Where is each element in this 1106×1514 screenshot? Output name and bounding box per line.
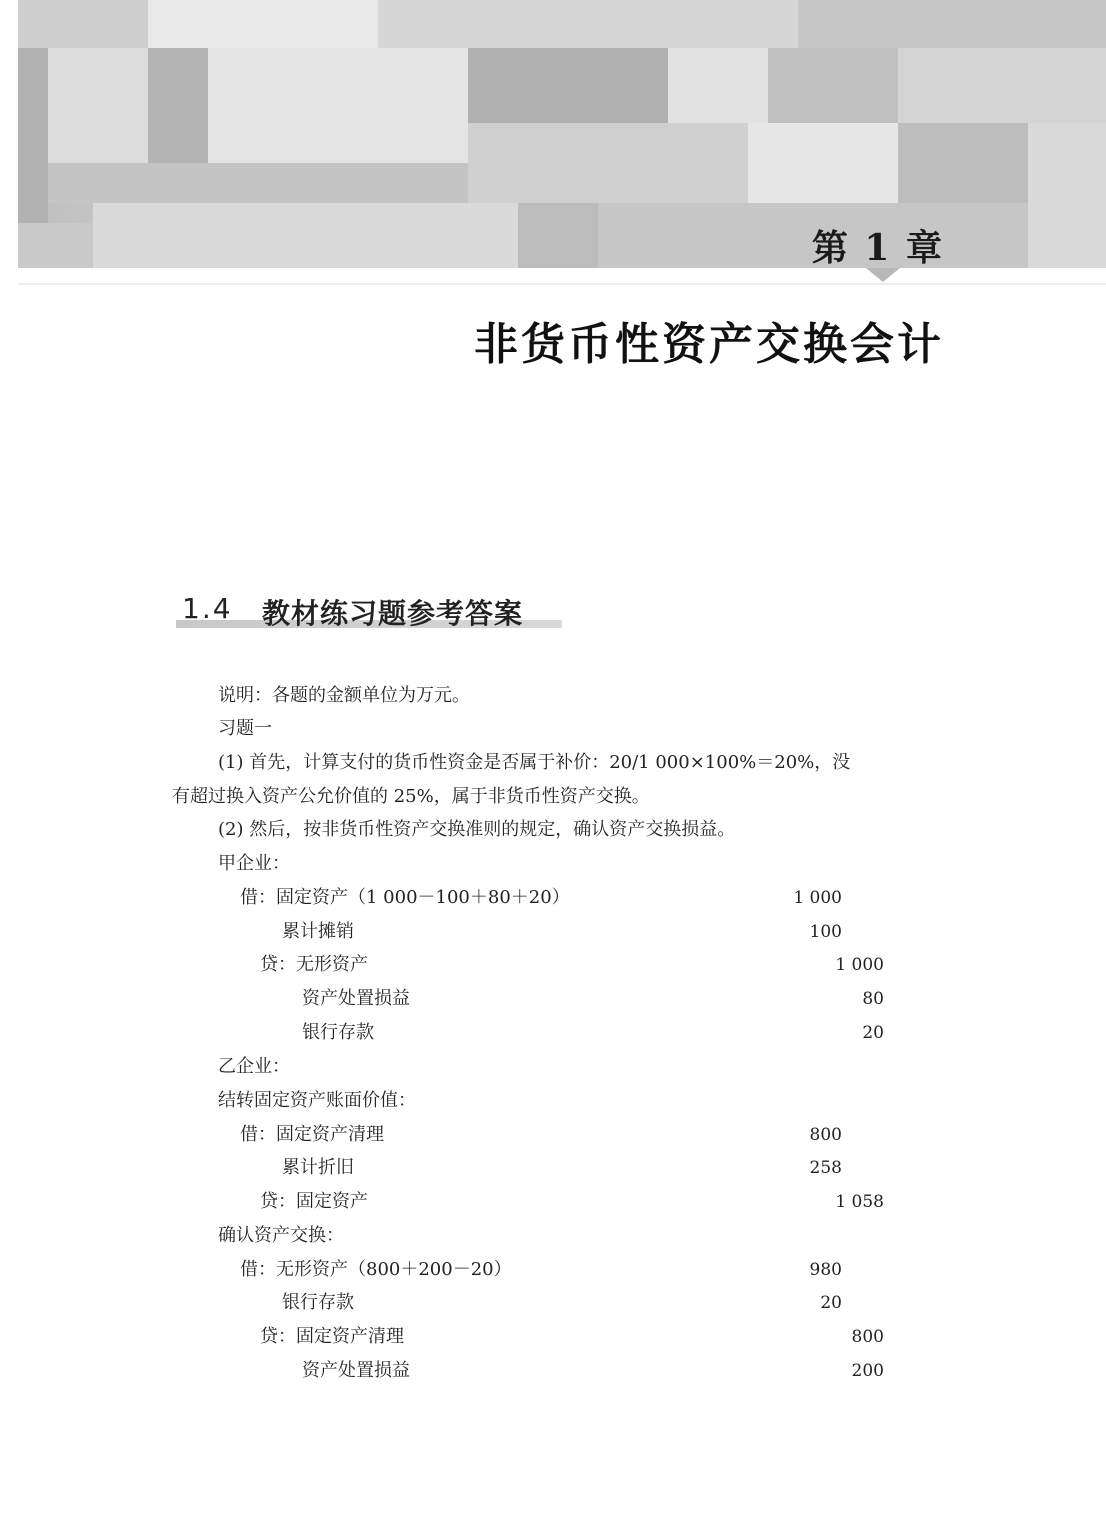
chapter-title: 非货币性资产交换会计 — [474, 319, 944, 370]
entry-debit: 800 — [809, 1125, 842, 1145]
entry-label: 贷：固定资产清理 — [260, 1326, 404, 1347]
entry-credit: 80 — [862, 989, 884, 1009]
chapter-label: 第 1 章 — [811, 227, 944, 269]
entry-credit: 200 — [851, 1361, 884, 1381]
unit-note: 说明：各题的金额单位为万元。 — [218, 685, 470, 706]
company-b-label: 乙企业： — [218, 1056, 290, 1077]
exercise-heading: 习题一 — [218, 718, 272, 739]
paragraph-1-line-1: (1) 首先，计算支付的货币性资金是否属于补价：20/1 000×100%＝20%，没 — [218, 752, 851, 773]
entry-label: 资产处置损益 — [302, 988, 410, 1009]
entry-label: 累计摊销 — [282, 921, 354, 942]
paragraph-2: (2) 然后，按非货币性资产交换准则的规定，确认资产交换损益。 — [218, 819, 736, 840]
entry-label: 贷：固定资产 — [260, 1191, 368, 1212]
step-carry-label: 结转固定资产账面价值： — [218, 1090, 416, 1111]
section-title: 教材练习题参考答案 — [262, 597, 524, 630]
entry-debit: 20 — [820, 1293, 842, 1313]
entry-debit: 100 — [809, 922, 842, 942]
entry-label: 银行存款 — [302, 1022, 374, 1043]
entry-label: 累计折旧 — [282, 1157, 354, 1178]
entry-credit: 1 058 — [835, 1192, 884, 1212]
entry-label: 资产处置损益 — [302, 1360, 410, 1381]
entry-label: 贷：无形资产 — [260, 954, 368, 975]
entry-credit: 1 000 — [835, 955, 884, 975]
banner-divider — [18, 283, 1106, 285]
entry-label: 借：固定资产（1 000－100＋80＋20） — [240, 887, 570, 908]
entry-label: 借：固定资产清理 — [240, 1124, 384, 1145]
paragraph-1-line-2: 有超过换入资产公允价值的 25%，属于非货币性资产交换。 — [172, 786, 650, 807]
entry-credit: 800 — [851, 1327, 884, 1347]
company-a-label: 甲企业： — [218, 853, 290, 874]
entry-label: 银行存款 — [282, 1292, 354, 1313]
entry-credit: 20 — [862, 1023, 884, 1043]
section-heading — [176, 592, 576, 632]
step-confirm-label: 确认资产交换： — [218, 1225, 344, 1246]
entry-debit: 1 000 — [793, 888, 842, 908]
entry-debit: 258 — [809, 1158, 842, 1178]
entry-debit: 980 — [809, 1260, 842, 1280]
section-number: 1.4 — [182, 592, 233, 625]
entry-label: 借：无形资产（800＋200－20） — [240, 1259, 512, 1280]
